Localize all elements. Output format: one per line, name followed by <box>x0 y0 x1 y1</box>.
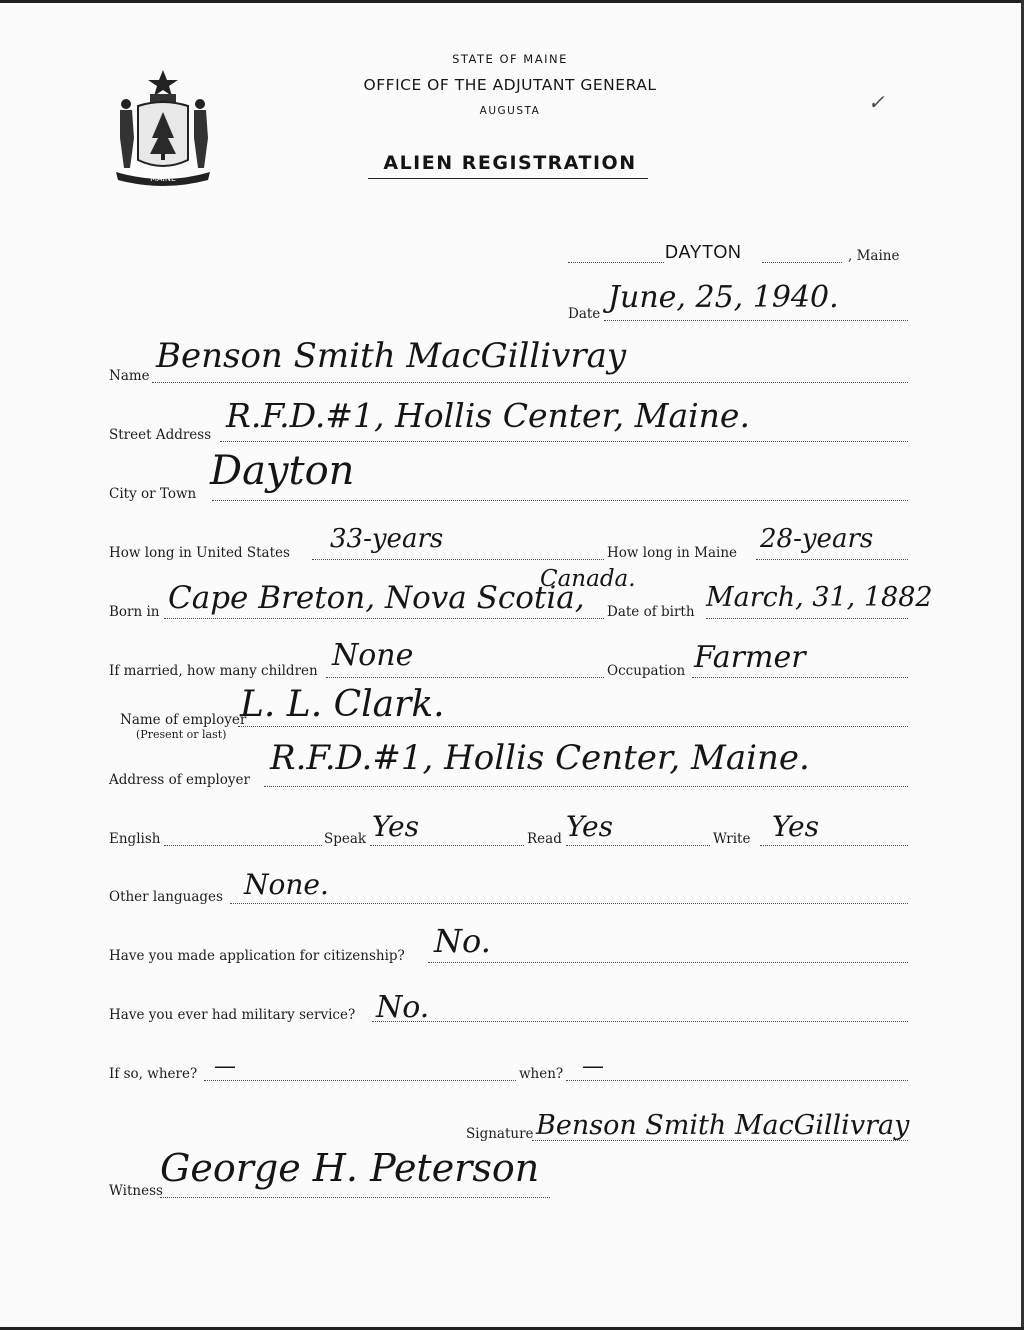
occupation-value: Farmer <box>694 640 806 675</box>
speak-label: Speak <box>324 831 367 847</box>
place-dots-right <box>762 262 842 263</box>
read-value: Yes <box>566 810 613 843</box>
header-office: OFFICE OF THE ADJUTANT GENERAL <box>363 76 657 94</box>
place-dots-left <box>568 262 664 263</box>
speak-line <box>370 845 524 846</box>
title-underline <box>368 178 648 179</box>
english-label: English <box>109 831 161 847</box>
employer-label: Name of employer <box>120 712 247 728</box>
header-city: AUGUSTA <box>479 105 541 117</box>
employer-address-line <box>264 786 908 787</box>
write-value: Yes <box>772 810 819 843</box>
street-line <box>220 441 908 442</box>
write-label: Write <box>713 831 751 847</box>
maine-years-label: How long in Maine <box>607 545 737 561</box>
page-title: ALIEN REGISTRATION <box>383 152 637 174</box>
maine-state-seal <box>108 68 218 186</box>
english-line <box>164 845 322 846</box>
witness-line <box>160 1197 550 1198</box>
place-state-label: , Maine <box>848 248 900 264</box>
employer-value: L. L. Clark. <box>240 684 445 725</box>
name-line <box>152 382 908 383</box>
employer-address-label: Address of employer <box>109 772 250 788</box>
us-years-value: 33-years <box>330 524 444 554</box>
occupation-label: Occupation <box>607 663 686 679</box>
citizenship-line <box>428 962 908 963</box>
when-value: — <box>582 1054 604 1079</box>
dob-line <box>706 618 908 619</box>
employer-line <box>238 726 908 727</box>
witness-value: George H. Peterson <box>160 1146 540 1190</box>
occupation-line <box>692 677 908 678</box>
where-line <box>204 1080 516 1081</box>
scan-border-top <box>0 0 1024 3</box>
born-label: Born in <box>109 604 160 620</box>
other-languages-line <box>230 903 908 904</box>
signature-label: Signature <box>466 1126 534 1142</box>
write-line <box>760 845 908 846</box>
city-value: Dayton <box>210 448 355 494</box>
maine-years-line <box>756 559 908 560</box>
dob-label: Date of birth <box>607 604 695 620</box>
children-line <box>326 677 604 678</box>
children-value: None <box>332 638 414 673</box>
military-line <box>372 1021 908 1022</box>
military-value: No. <box>376 990 430 1025</box>
place-town: DAYTON <box>665 242 742 262</box>
employer-sublabel: (Present or last) <box>136 728 227 741</box>
citizenship-label: Have you made application for citizenship? <box>109 948 405 964</box>
where-value: — <box>214 1054 236 1079</box>
born-line <box>164 618 604 619</box>
witness-label: Witness <box>109 1183 163 1199</box>
maine-years-value: 28-years <box>760 524 874 554</box>
name-label: Name <box>109 368 150 384</box>
employer-address-value: R.F.D.#1, Hollis Center, Maine. <box>270 738 810 778</box>
read-line <box>566 845 710 846</box>
seal-lettering: MAINE <box>150 174 176 183</box>
born-country: Canada. <box>540 566 636 592</box>
read-label: Read <box>527 831 562 847</box>
military-label: Have you ever had military service? <box>109 1007 356 1023</box>
city-label: City or Town <box>109 486 197 502</box>
when-line <box>566 1080 908 1081</box>
children-label: If married, how many children <box>109 663 318 679</box>
citizenship-value: No. <box>434 922 491 960</box>
dob-value: March, 31, 1882 <box>706 582 933 613</box>
speak-value: Yes <box>372 810 419 843</box>
check-mark: ✓ <box>868 90 885 114</box>
other-languages-label: Other languages <box>109 889 223 905</box>
born-value: Cape Breton, Nova Scotia, <box>168 580 585 616</box>
date-value: June, 25, 1940. <box>608 280 839 315</box>
street-value: R.F.D.#1, Hollis Center, Maine. <box>226 396 750 435</box>
where-label: If so, where? <box>109 1066 198 1082</box>
name-value: Benson Smith MacGillivray <box>156 336 627 376</box>
us-years-line <box>312 559 604 560</box>
street-label: Street Address <box>109 427 212 443</box>
header-state: STATE OF MAINE <box>452 52 568 66</box>
date-line <box>604 320 908 321</box>
us-years-label: How long in United States <box>109 545 290 561</box>
city-line <box>212 500 908 501</box>
other-languages-value: None. <box>244 868 329 901</box>
signature-value: Benson Smith MacGillivray <box>536 1110 910 1141</box>
date-label: Date <box>568 306 601 322</box>
when-label: when? <box>519 1066 564 1082</box>
